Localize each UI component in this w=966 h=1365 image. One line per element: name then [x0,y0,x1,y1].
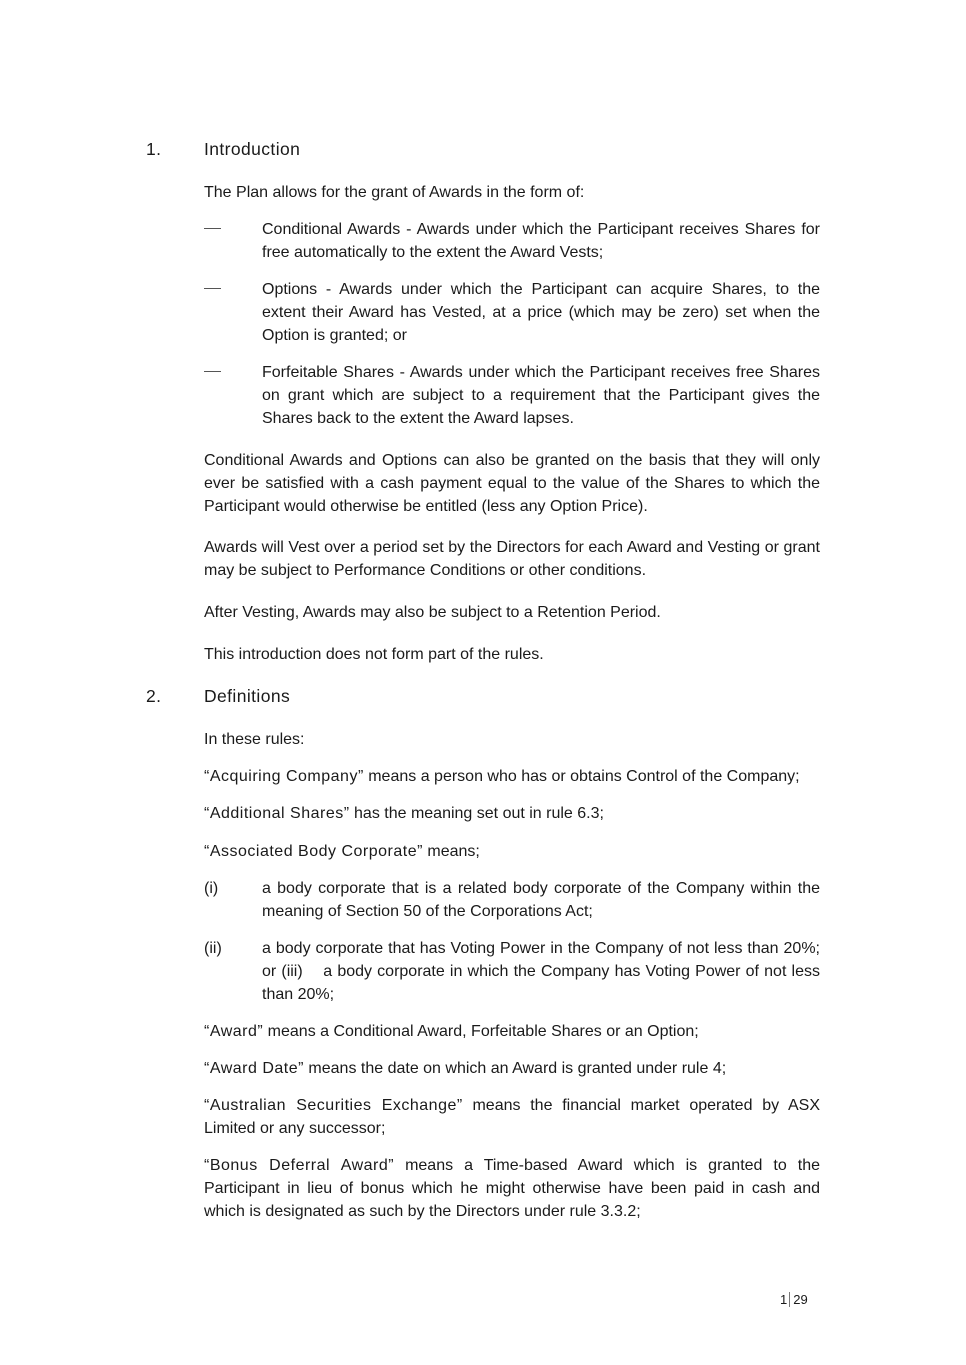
list-item-text: a body corporate that is a related body corporate of the Company within the meaning of Section 50 of the Corporations Act; [262,880,820,920]
definition-text: means; [422,843,480,860]
paragraph: Conditional Awards and Options can also be granted on the basis that they will only ever be satisfied with a cash payment equal to the value of the Shares to which the Participant would otherwise be entitled (less any Option Price). [204,452,820,515]
paragraph: This introduction does not form part of the rules. [204,646,544,663]
paragraph: Awards will Vest over a period set by the Directors for each Award and Vesting or grant may be subject to Performance Conditions or other conditions. [204,539,820,579]
definition-text: means the date on which an Award is granted under rule 4; [303,1060,727,1077]
definition-associated-body-corporate [204,840,820,863]
definition-award-date [204,1057,820,1080]
list-item [204,937,825,1006]
dash-bullet-icon [204,278,221,301]
definition-term: “Bonus Deferral Award” [204,1157,395,1174]
list-item-text: Forfeitable Shares - Awards under which the Participant receives free Shares on grant which are subject to a requirement that the Participant gives the Shares back to the extent the Award lapses. [262,364,820,427]
list-marker: (i) [204,880,219,897]
intro-paragraph: The Plan allows for the grant of Awards in the form of: [204,184,585,201]
definition-acquiring-company [204,765,820,788]
dash-bullet-icon [204,218,221,241]
definition-award [204,1020,820,1043]
definition-additional-shares [204,802,820,825]
total-pages: 29 [793,1292,808,1307]
definition-australian-securities-exchange [204,1094,820,1140]
list-marker: (ii) [204,940,222,957]
definition-term: “Award Date” [204,1060,304,1077]
page-number [780,1292,808,1308]
page-separator [789,1292,790,1307]
section-title: Definitions [204,686,291,706]
definition-term: “Acquiring Company” [204,768,364,785]
definition-text: means a Time-based Award which is granted to the Participant in lieu of bonus which he might otherwise have been paid in cash and which is designated as such by the Directors under rule 3.3.2; [204,1157,821,1220]
definition-text: means the financial market operated by ASX Limited or any successor; [204,1097,821,1137]
definition-term: “Australian Securities Exchange” [204,1097,463,1114]
section-number: 2. [146,686,162,706]
list-item [204,278,820,347]
paragraph: After Vesting, Awards may also be subject to a Retention Period. [204,604,661,621]
definition-text: has the meaning set out in rule 6.3; [349,805,604,822]
list-item-text: Conditional Awards - Awards under which the Participant receives Shares for free automatically to the extent the Award Vests; [262,221,820,261]
list-item-text: Options - Awards under which the Participant can acquire Shares, to the extent their Award has Vested, at a price (which may be zero) set when the Option is granted; or [262,281,820,344]
section-number: 1. [146,139,162,159]
current-page: 1 [780,1292,788,1307]
definition-text: means a Conditional Award, Forfeitable Shares or an Option; [263,1023,699,1040]
definition-text: means a person who has or obtains Control of the Company; [363,768,800,785]
definition-term: “Associated Body Corporate” [204,843,423,860]
dash-bullet-icon [204,361,221,384]
definitions-intro: In these rules: [204,731,305,748]
section-title: Introduction [204,139,301,159]
definition-bonus-deferral-award [204,1154,820,1223]
definition-term: “Award” [204,1023,264,1040]
list-item [204,361,820,430]
definition-term: “Additional Shares” [204,805,350,822]
list-item [204,877,820,923]
list-item [204,218,820,264]
list-item-text: a body corporate that has Voting Power in the Company of not less than 20%; or (iii) a body corporate in which the Company has Voting Power of not less than 20%; [262,940,825,1003]
